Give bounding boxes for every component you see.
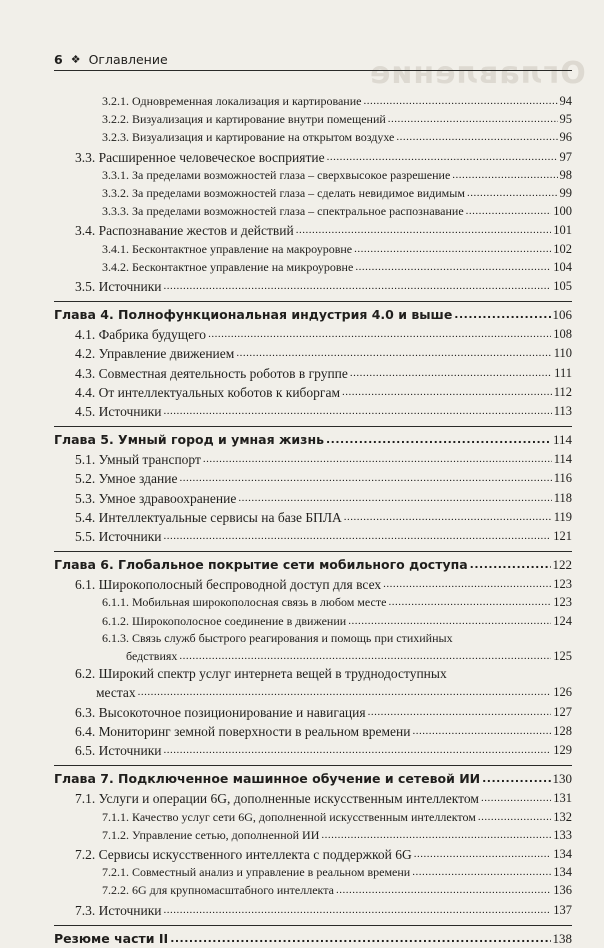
toc-entry	[54, 844, 572, 863]
toc-entry-label: 3.2.2. Визуализация и картирование внутри помещений	[102, 112, 386, 127]
toc-entry	[54, 808, 572, 826]
toc-entry-page: 108	[553, 327, 572, 342]
toc-entry-label: 7.2. Сервисы искусственного интеллекта с поддержкой 6G	[75, 846, 412, 862]
dot-leader	[355, 258, 551, 276]
toc-entry-page: 118	[553, 490, 572, 505]
header-title: Оглавление	[88, 52, 168, 67]
toc-entry	[54, 147, 572, 166]
toc-entry-label: 3.3.3. За пределами возможностей глаза – спектральное распознавание	[102, 204, 464, 219]
dot-leader	[454, 305, 550, 324]
toc-entry	[54, 449, 572, 468]
toc-chapter-entry	[54, 551, 572, 574]
toc-entry	[54, 382, 572, 401]
table-of-contents	[54, 92, 572, 948]
toc-entry-page: 105	[553, 279, 572, 294]
toc-entry	[54, 202, 572, 220]
dot-leader	[412, 863, 551, 881]
toc-chapter-entry	[54, 426, 572, 449]
toc-entry	[54, 788, 572, 807]
toc-entry	[54, 343, 572, 362]
toc-entry-label: 5.5. Источники	[75, 529, 162, 545]
toc-entry-page: 128	[553, 723, 572, 738]
dot-leader	[208, 324, 551, 343]
toc-entry-page: 126	[553, 685, 572, 700]
diamond-icon: ❖	[70, 53, 81, 66]
dot-leader	[466, 202, 552, 220]
dot-leader	[344, 507, 552, 526]
toc-entry	[54, 128, 572, 146]
toc-entry-page: 111	[554, 365, 572, 380]
toc-entry-label: 6.1.1. Мобильная широкополосная связь в любом месте	[102, 595, 387, 610]
dot-leader	[478, 808, 551, 826]
toc-entry-page: 124	[553, 613, 572, 628]
toc-entry-label: 6.1.3. Связь служб быстрого реагирования и помощь при стихийных	[102, 630, 453, 645]
toc-entry-page: 94	[559, 94, 572, 108]
toc-entry	[54, 863, 572, 881]
running-header	[54, 52, 572, 71]
toc-entry-label: Глава 4. Полнофункциональная индустрия 4.0 и выше	[54, 307, 453, 323]
toc-entry	[54, 740, 572, 759]
toc-entry-page: 102	[553, 241, 572, 256]
toc-entry-page: 116	[553, 471, 572, 486]
dot-leader	[388, 593, 551, 611]
dot-leader	[363, 92, 557, 110]
toc-entry	[54, 702, 572, 721]
toc-entry-label: 7.1. Услуги и операции 6G, дополненные искусственным интеллектом	[75, 791, 479, 807]
toc-entry	[54, 826, 572, 844]
toc-entry-page: 138	[552, 930, 572, 946]
dot-leader	[396, 128, 557, 146]
dot-leader	[138, 682, 552, 701]
dot-leader	[412, 721, 551, 740]
toc-entry	[54, 468, 572, 487]
toc-entry-label: 6.3. Высокоточное позиционирование и навигация	[75, 704, 366, 720]
toc-entry	[54, 881, 572, 899]
toc-chapter-entry	[54, 765, 572, 788]
dot-leader	[482, 769, 550, 788]
toc-entry-page: 98	[559, 167, 572, 182]
toc-entry	[54, 258, 572, 276]
toc-entry-label: Резюме части II	[54, 930, 169, 946]
toc-entry-page: 129	[553, 743, 572, 758]
toc-entry	[54, 401, 572, 420]
toc-entry-page: 101	[553, 223, 572, 238]
toc-entry-page: 123	[553, 595, 572, 610]
toc-entry-page: 106	[552, 307, 572, 323]
toc-entry-page: 95	[559, 112, 572, 127]
toc-entry-page: 113	[553, 404, 572, 419]
toc-entry-label: бедствиях	[126, 649, 178, 664]
dot-leader	[236, 343, 551, 362]
toc-entry-label: 6.1. Широкополосный беспроводной доступ для всех	[75, 577, 382, 593]
toc-entry-label: 3.4. Распознавание жестов и действий	[75, 223, 294, 239]
toc-entry-label: 7.1.2. Управление сетью, дополненной ИИ	[102, 827, 320, 842]
dot-leader	[452, 166, 557, 184]
toc-entry-label: 6.4. Мониторинг земной поверхности в реальном времени	[75, 723, 411, 739]
toc-entry-label: 3.3.2. За пределами возможностей глаза – сделать невидимое видимым	[102, 186, 465, 201]
dot-leader	[383, 574, 551, 593]
toc-entry-label: 3.2.1. Одновременная локализация и картирование	[102, 94, 362, 108]
toc-entry-label: 4.4. От интеллектуальных коботов к киборгам	[75, 384, 340, 400]
dot-leader	[170, 929, 550, 948]
toc-entry-page: 136	[553, 883, 572, 898]
dot-leader	[327, 147, 558, 166]
toc-entry	[54, 184, 572, 202]
dot-leader	[388, 110, 558, 128]
toc-entry-page: 132	[553, 809, 572, 824]
toc-entry-label: 3.2.3. Визуализация и картирование на открытом воздухе	[102, 130, 395, 145]
toc-entry-label: 6.1.2. Широкополосное соединение в движении	[102, 613, 347, 628]
toc-entry-label: 7.2.1. Совместный анализ и управление в реальном времени	[102, 865, 411, 880]
dot-leader	[354, 240, 551, 258]
toc-entry-page: 134	[553, 865, 572, 880]
toc-entry-label: 5.2. Умное здание	[75, 471, 178, 487]
toc-entry	[54, 166, 572, 184]
dot-leader	[203, 449, 552, 468]
toc-entry-page: 122	[552, 557, 572, 573]
toc-entry-page: 97	[559, 149, 572, 164]
toc-entry-label: Глава 5. Умный город и умная жизнь	[54, 432, 324, 448]
toc-entry-label: Глава 7. Подключенное машинное обучение и сетевой ИИ	[54, 771, 481, 787]
toc-entry-label: 4.2. Управление движением	[75, 346, 235, 362]
dot-leader	[467, 184, 558, 202]
toc-entry	[54, 488, 572, 507]
toc-entry-label: 3.3. Расширенное человеческое восприятие	[75, 149, 325, 165]
dot-leader	[296, 220, 552, 239]
dot-leader	[164, 401, 552, 420]
toc-entry-label: местах	[96, 685, 136, 701]
toc-entry	[54, 682, 572, 701]
toc-entry	[54, 92, 572, 110]
dot-leader	[179, 647, 551, 665]
toc-entry-page: 137	[553, 902, 572, 917]
toc-entry-label: 4.3. Совместная деятельность роботов в группе	[75, 365, 348, 381]
toc-entry-label: 4.5. Источники	[75, 404, 162, 420]
toc-entry-page: 104	[553, 259, 572, 274]
dot-leader	[238, 488, 551, 507]
toc-entry-label: 7.1.1. Качество услуг сети 6G, дополненной искусственным интеллектом	[102, 809, 476, 824]
toc-entry-page: 134	[553, 846, 572, 861]
toc-entry-page: 100	[553, 204, 572, 219]
toc-entry-label: 3.4.2. Бесконтактное управление на микроуровне	[102, 259, 354, 274]
toc-entry-label: 7.3. Источники	[75, 902, 162, 918]
toc-entry	[54, 507, 572, 526]
toc-entry	[54, 220, 572, 239]
toc-entry-page: 121	[553, 529, 572, 544]
toc-entry	[54, 593, 572, 611]
toc-entry	[54, 612, 572, 630]
bleed-through-title: Оглавление	[369, 56, 586, 91]
dot-leader	[164, 900, 552, 919]
toc-chapter-entry	[54, 301, 572, 324]
toc-entry-label: 3.3.1. За пределами возможностей глаза – сверхвысокое разрешение	[102, 167, 451, 182]
toc-entry-page: 130	[552, 771, 572, 787]
dot-leader	[481, 788, 551, 807]
dot-leader	[164, 740, 552, 759]
dot-leader	[179, 468, 551, 487]
toc-entry-label: 5.1. Умный транспорт	[75, 452, 201, 468]
toc-entry	[54, 276, 572, 295]
dot-leader	[321, 826, 551, 844]
toc-entry	[54, 630, 572, 647]
toc-entry	[54, 647, 572, 665]
toc-entry	[54, 900, 572, 919]
dot-leader	[470, 555, 551, 574]
toc-entry-page: 114	[553, 452, 572, 467]
toc-entry-page: 119	[553, 509, 572, 524]
toc-entry-page: 123	[553, 577, 572, 592]
dot-leader	[368, 702, 552, 721]
toc-entry-label: 5.4. Интеллектуальные сервисы на базе БПЛА	[75, 509, 342, 525]
toc-entry-label: 3.5. Источники	[75, 279, 162, 295]
toc-entry-label: 5.3. Умное здравоохранение	[75, 490, 237, 506]
toc-entry-page: 112	[553, 384, 572, 399]
toc-entry-page: 110	[553, 346, 572, 361]
toc-entry-page: 133	[553, 827, 572, 842]
dot-leader	[164, 526, 552, 545]
toc-entry-label: 7.2.2. 6G для крупномасштабного интеллекта	[102, 883, 334, 898]
toc-entry-page: 114	[552, 432, 572, 448]
toc-entry-page: 125	[553, 649, 572, 664]
toc-entry-label: 3.4.1. Бесконтактное управление на макроуровне	[102, 241, 353, 256]
dot-leader	[326, 430, 551, 449]
toc-entry	[54, 363, 572, 382]
toc-entry	[54, 574, 572, 593]
toc-entry-page: 127	[553, 704, 572, 719]
dot-leader	[348, 612, 551, 630]
dot-leader	[336, 881, 551, 899]
toc-entry	[54, 721, 572, 740]
toc-entry-page: 96	[559, 130, 572, 145]
dot-leader	[342, 382, 552, 401]
toc-entry-label: 6.5. Источники	[75, 743, 162, 759]
toc-entry	[54, 665, 572, 682]
page-number: 6	[54, 52, 63, 67]
toc-chapter-entry	[54, 925, 572, 948]
dot-leader	[350, 363, 552, 382]
dot-leader	[414, 844, 552, 863]
dot-leader	[164, 276, 552, 295]
toc-entry-label: 6.2. Широкий спектр услуг интернета вещей в труднодоступных	[75, 666, 447, 682]
toc-entry-page: 131	[553, 791, 572, 806]
toc-entry-label: Глава 6. Глобальное покрытие сети мобильного доступа	[54, 557, 468, 573]
toc-entry-label: 4.1. Фабрика будущего	[75, 327, 207, 343]
toc-entry	[54, 324, 572, 343]
toc-entry	[54, 526, 572, 545]
toc-entry	[54, 110, 572, 128]
toc-entry-page: 99	[559, 186, 572, 201]
toc-entry	[54, 240, 572, 258]
